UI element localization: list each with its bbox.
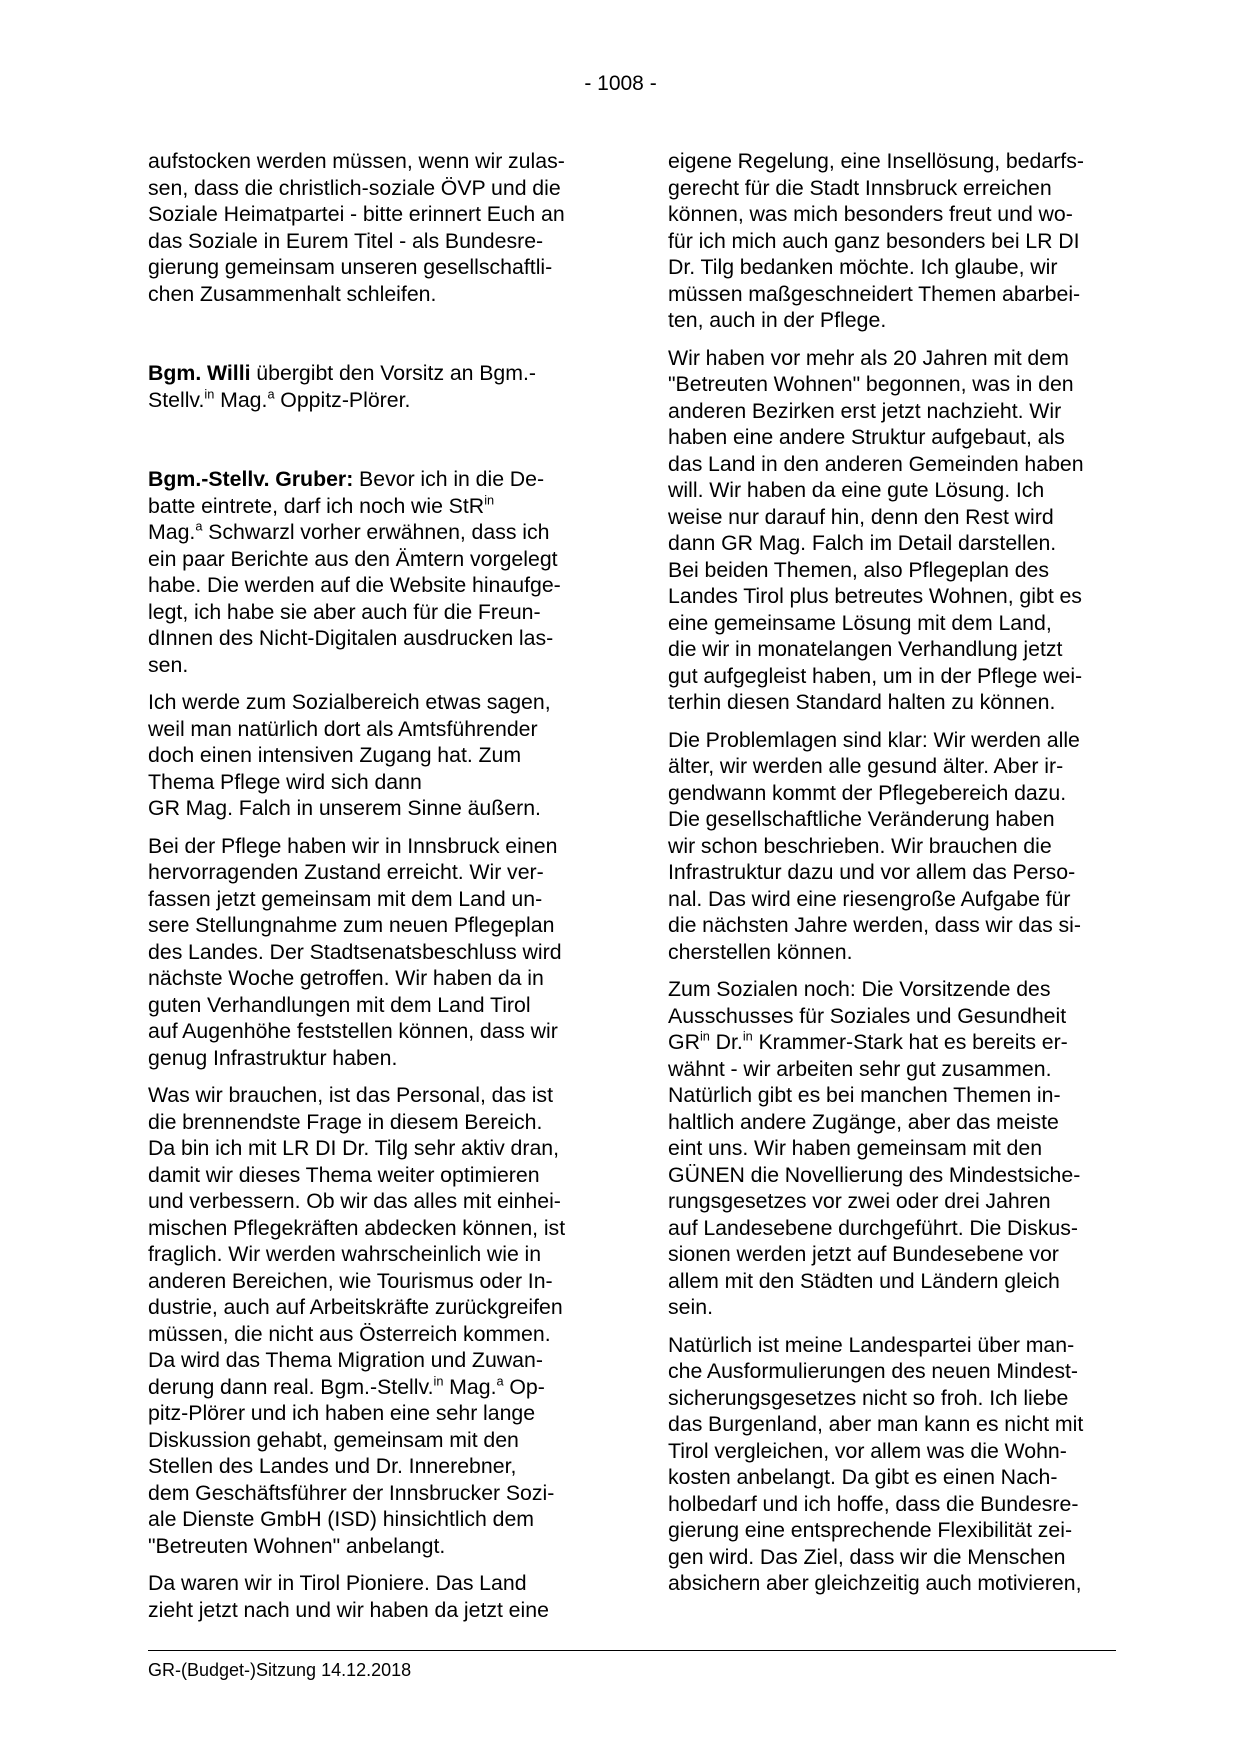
paragraph: aufstocken werden müssen, wenn wir zulas- sen, dass die christlich-soziale ÖVP und die Soziale Heimatpartei - bitte erinnert Euch an das Soziale in Eurem Titel - als Bundesre- gierung gemeinsam unseren gesellschaftli- chen Zusammenhalt schleifen. (148, 149, 565, 306)
chair-handover-note: Bgm. Willi übergibt den Vorsitz an Bgm.- Stellv.$^{in}$ Mag.$^a$ Oppitz-Plörer. (148, 361, 537, 412)
speaker-name: Bgm. Willi (148, 361, 251, 385)
paragraph: eigene Regelung, eine Insellösung, bedarfs- gerecht für die Stadt Innsbruck erreichen können, was mich besonders freut und wo- für ich mich auch ganz besonders bei LR DI Dr. Tilg bedanken möchte. Ich glaube, wir müssen maßgeschneidert Themen abarbei- ten, auch in der Pflege. (668, 149, 1084, 332)
footer-divider (148, 1650, 1116, 1651)
left-column (148, 148, 600, 1623)
paragraph: Bei der Pflege haben wir in Innsbruck einen hervorragenden Zustand erreicht. Wir ver- fassen jetzt gemeinsam mit dem Land un- sere Stellungnahme zum neuen Pflegeplan des Landes. Der Stadtsenatsbeschluss wird nächste Woche getroffen. Wir haben da in guten Verhandlungen mit dem Land Tirol auf Augenhöhe feststellen können, dass wir genug Infrastruktur haben. (148, 833, 562, 1070)
footer-session-label: GR-(Budget-)Sitzung 14.12.2018 (148, 1660, 412, 1680)
paragraph: Wir haben vor mehr als 20 Jahren mit dem "Betreuten Wohnen" begonnen, was in den anderen Bezirken erst jetzt nachzieht. Wir haben eine andere Struktur aufgebaut, als das Land in den anderen Gemeinden haben will. Wir haben da eine gute Lösung. Ich weise nur darauf hin, denn den Rest wird dann GR Mag. Falch im Detail darstellen. Bei beiden Themen, also Pflegeplan des Landes Tirol plus betreutes Wohnen, gibt es eine gemeinsame Lösung mit dem Land, die wir in monatelangen Verhandlung jetzt gut aufgegleist haben, um in der Pflege wei- terhin diesen Standard halten zu können. (668, 345, 1084, 714)
speaker-name: Bgm.-Stellv. Gruber: (148, 467, 354, 491)
right-column (668, 148, 1120, 1597)
paragraph: Die Problemlagen sind klar: Wir werden alle älter, wir werden alle gesund älter. Aber ir- gendwann kommt der Pflegebereich dazu. Die gesellschaftliche Veränderung haben wir schon beschrieben. Wir brauchen die Infrastruktur dazu und vor allem das Perso- nal. Das wird eine riesengroße Aufgabe für die nächsten Jahre werden, dass wir das si- cherstellen können. (668, 727, 1081, 964)
page-number: - 1008 - (584, 72, 657, 95)
paragraph: Ich werde zum Sozialbereich etwas sagen, weil man natürlich dort als Amtsführender doch einen intensiven Zugang hat. Zum Thema Pflege wird sich dann GR Mag. Falch in unserem Sinne äußern. (148, 690, 551, 820)
paragraph: Was wir brauchen, ist das Personal, das ist die brennendste Frage in diesem Bereich. Da bin ich mit LR DI Dr. Tilg sehr aktiv dran, damit wir dieses Thema weiter optimieren und verbessern. Ob wir das alles mit einhei- mischen Pflegekräften abdecken können, ist fraglich. Wir werden wahrscheinlich wie in anderen Bereichen, wie Tourismus oder In- dustrie, auch auf Arbeitskräfte zurückgreifen müssen, die nicht aus Österreich kommen. Da wird das Thema Migration und Zuwan- derung dann real. Bgm.-Stellv.$^{in}$ Mag.$^a$ Op- pitz-Plörer und ich haben eine sehr lange Diskussion gehabt, gemeinsam mit den Stellen des Landes und Dr. Innerebner, dem Geschäftsführer der Innsbrucker Sozi- ale Dienste GmbH (ISD) hinsichtlich dem "Betreuten Wohnen" anbelangt. (148, 1083, 566, 1558)
paragraph: Natürlich ist meine Landespartei über man- che Ausformulierungen des neuen Mindest- sicherungsgesetzes nicht so froh. Ich liebe das Burgenland, aber man kann es nicht mit Tirol vergleichen, vor allem was die Wohn- kosten anbelangt. Da gibt es einen Nach- holbedarf und ich hoffe, dass die Bundesre- gierung eine entsprechende Flexibilität zei- gen wird. Das Ziel, dass wir die Menschen absichern aber gleichzeitig auch motivieren, (668, 1332, 1084, 1595)
paragraph: Zum Sozialen noch: Die Vorsitzende des Ausschusses für Soziales und Gesundheit $GR^{in}$ Dr.$^{in}$ Krammer-Stark hat es bereits er- wähnt - wir arbeiten sehr gut zusammen. Natürlich gibt es bei manchen Themen in- haltlich andere Zugänge, aber das meiste eint uns. Wir haben gemeinsam mit den GÜNEN die Novellierung des Mindestsiche- rungsgesetzes vor zwei oder drei Jahren auf Landesebene durchgeführt. Die Diskus- sionen werden jetzt auf Bundesebene vor allem mit den Städten und Ländern gleich sein. (668, 977, 1081, 1319)
speech-paragraph: Bgm.-Stellv. Gruber: Bevor ich in die De- batte eintrete, darf ich noch wie StR$^{in}$ Mag.$^a$ Schwarzl vorher erwähnen, dass ich ein paar Berichte aus den Ämtern vorgelegt habe. Die werden auf die Website hinaufge- legt, ich habe sie aber auch für die Freun- dInnen des Nicht-Digitalen ausdrucken las- sen. (148, 467, 561, 677)
paragraph: Da waren wir in Tirol Pioniere. Das Land zieht jetzt nach und wir haben da jetzt eine (148, 1571, 549, 1622)
